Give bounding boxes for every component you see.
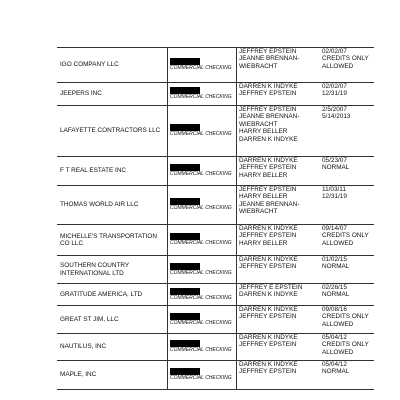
status-line: NORMAL — [322, 291, 350, 299]
redacted-account-number — [170, 164, 200, 171]
status-line: 12/31/19 — [322, 90, 347, 98]
account-holder-cell — [57, 334, 168, 361]
account-holder-name: SOUTHERN COUNTRY INTERNATIONAL LTD — [60, 262, 130, 277]
table-row — [57, 361, 374, 390]
redacted-account-number — [170, 58, 200, 65]
signer-name: DARREN K INDYKE — [239, 135, 298, 143]
account-cell — [168, 83, 237, 106]
status-cell — [319, 106, 374, 157]
account-holder-name: JEEPERS INC — [60, 90, 102, 98]
status-cell — [319, 186, 374, 225]
redacted-account-number — [170, 313, 200, 320]
signer-name: DARREN K INDYKE — [239, 256, 298, 263]
signers-cell — [237, 306, 320, 334]
table-row — [57, 225, 374, 256]
account-holder-cell — [57, 186, 168, 225]
signers-cell — [237, 157, 320, 186]
accounts-table-body — [57, 48, 374, 390]
signer-name: JEFFREY EPSTEIN — [239, 232, 297, 240]
signer-name: JEFFREY EPSTEIN — [239, 106, 297, 113]
status-line: 05/04/12 — [322, 361, 347, 368]
account-holder-name: F T REAL ESTATE INC — [60, 167, 127, 175]
status-line: ALLOWED — [322, 239, 354, 247]
status-line: NORMAL — [322, 164, 350, 172]
signer-name: JEFFREY EPSTEIN — [239, 263, 297, 271]
account-cell — [168, 284, 237, 306]
signer-name: HARRY BELLER — [239, 128, 288, 136]
status-line: NORMAL — [322, 263, 350, 271]
status-line: 09/08/16 — [322, 306, 347, 313]
account-holder-cell — [57, 284, 168, 306]
account-cell — [168, 225, 237, 256]
redacted-account-number — [170, 263, 200, 270]
signer-name: JEFFREY EPSTEIN — [239, 164, 297, 172]
account-holder-cell — [57, 225, 168, 256]
status-cell — [319, 48, 374, 83]
redacted-account-number — [170, 87, 200, 94]
status-cell — [319, 334, 374, 361]
signer-name: JEANNE BRENNAN- — [239, 55, 300, 63]
signers-cell — [237, 186, 320, 225]
signer-name: WIEBRACHT — [239, 120, 278, 128]
account-type: COMMERCIAL CHECKING — [170, 347, 232, 353]
signer-name: JEFFREY EPSTEIN — [239, 341, 297, 349]
signer-name: DARREN K INDYKE — [239, 291, 298, 299]
account-holder-name: GREAT ST JIM, LLC — [60, 315, 119, 323]
status-line: ALLOWED — [322, 320, 354, 328]
account-holder-name: GRATITUDE AMERICA, LTD — [60, 290, 143, 298]
signer-name: JEANNE BRENNAN- — [239, 200, 300, 208]
account-cell — [168, 157, 237, 186]
status-cell — [319, 284, 374, 306]
table-row — [57, 284, 374, 306]
accounts-table — [57, 47, 374, 390]
table-row — [57, 334, 374, 361]
table-row — [57, 106, 374, 157]
account-holder-name: THOMAS WORLD AIR LLC — [60, 201, 139, 209]
signer-name: DARREN K INDYKE — [239, 306, 298, 313]
signer-name: JEANNE BRENNAN- — [239, 113, 300, 121]
account-holder-cell — [57, 306, 168, 334]
table-row — [57, 157, 374, 186]
redacted-account-number — [170, 124, 200, 131]
signers-cell — [237, 48, 320, 83]
status-line: CREDITS ONLY — [322, 341, 369, 349]
signers-cell — [237, 334, 320, 361]
account-type: COMMERCIAL CHECKING — [170, 295, 232, 301]
account-type: COMMERCIAL CHECKING — [170, 240, 232, 246]
account-holder-name: MICHELLE'S TRANSPORTATION CO LLC — [60, 232, 157, 247]
status-line: 11/03/11 — [322, 186, 346, 193]
signer-name: DARREN K INDYKE — [239, 83, 298, 90]
signers-cell — [237, 256, 320, 284]
signers-cell — [237, 225, 320, 256]
redacted-account-number — [170, 198, 200, 205]
signer-name: JEFFREY EPSTEIN — [239, 186, 297, 193]
account-holder-name: NAUTILUS, INC — [60, 343, 107, 351]
signer-name: DARREN K INDYKE — [239, 361, 298, 368]
signer-name: DARREN K INDYKE — [239, 225, 298, 232]
signer-name: HARRY BELLER — [239, 193, 288, 201]
account-type: COMMERCIAL CHECKING — [170, 270, 232, 276]
account-holder-name: LAFAYETTE CONTRACTORS LLC — [60, 127, 161, 135]
account-holder-cell — [57, 48, 168, 83]
account-cell — [168, 306, 237, 334]
status-line: CREDITS ONLY — [322, 55, 369, 63]
redacted-account-number — [170, 288, 200, 295]
account-type: COMMERCIAL CHECKING — [170, 131, 232, 137]
account-type: COMMERCIAL CHECKING — [170, 320, 232, 326]
status-line: 02/02/07 — [322, 48, 347, 55]
redacted-account-number — [170, 368, 200, 375]
signer-name: WIEBRACHT — [239, 62, 278, 70]
status-line: NORMAL — [322, 368, 350, 376]
signer-name: JEFFREY EPSTEIN — [239, 368, 297, 376]
account-holder-cell — [57, 83, 168, 106]
status-line: 02/02/07 — [322, 83, 347, 90]
account-type: COMMERCIAL CHECKING — [170, 65, 232, 71]
status-line: 5/14/2013 — [322, 113, 351, 121]
table-row — [57, 83, 374, 106]
status-cell — [319, 225, 374, 256]
status-cell — [319, 306, 374, 334]
account-holder-name: IGO COMPANY LLC — [60, 61, 119, 69]
status-line: 02/26/15 — [322, 284, 347, 291]
signers-cell — [237, 284, 320, 306]
status-line: 05/04/12 — [322, 334, 347, 341]
account-holder-cell — [57, 106, 168, 157]
signer-name: HARRY BELLER — [239, 171, 288, 179]
signer-name: JEFFREY EPSTEIN — [239, 48, 297, 55]
signer-name: DARREN K INDYKE — [239, 334, 298, 341]
table-row — [57, 48, 374, 83]
redacted-account-number — [170, 233, 200, 240]
account-holder-cell — [57, 256, 168, 284]
status-line: ALLOWED — [322, 348, 354, 356]
account-type: COMMERCIAL CHECKING — [170, 94, 232, 100]
status-line: ALLOWED — [322, 62, 354, 70]
status-line: 01/02/15 — [322, 256, 347, 263]
signers-cell — [237, 361, 320, 390]
signers-cell — [237, 106, 320, 157]
account-cell — [168, 256, 237, 284]
table-row — [57, 306, 374, 334]
status-cell — [319, 83, 374, 106]
status-line: 2/5/2007 — [322, 106, 347, 113]
redacted-account-number — [170, 340, 200, 347]
account-holder-name: MAPLE, INC — [60, 371, 97, 379]
account-type: COMMERCIAL CHECKING — [170, 171, 232, 177]
signers-cell — [237, 83, 320, 106]
status-cell — [319, 361, 374, 390]
account-holder-cell — [57, 361, 168, 390]
signer-name: DARREN K INDYKE — [239, 157, 298, 164]
signer-name: JEFFREY EPSTEIN — [239, 313, 297, 321]
status-cell — [319, 256, 374, 284]
status-line: 12/31/19 — [322, 193, 347, 201]
status-line: CREDITS ONLY — [322, 313, 369, 321]
table-row — [57, 186, 374, 225]
account-type: COMMERCIAL CHECKING — [170, 205, 232, 211]
account-cell — [168, 361, 237, 390]
status-line: 09/14/07 — [322, 225, 347, 232]
account-cell — [168, 334, 237, 361]
status-line: CREDITS ONLY — [322, 232, 369, 240]
account-cell — [168, 106, 237, 157]
signer-name: WIEBRACHT — [239, 208, 278, 216]
signer-name: JEFFREY EPSTEIN — [239, 90, 297, 98]
signer-name: HARRY BELLER — [239, 239, 288, 247]
status-line: 05/23/07 — [322, 157, 347, 164]
account-holder-cell — [57, 157, 168, 186]
account-cell — [168, 48, 237, 83]
account-type: COMMERCIAL CHECKING — [170, 375, 232, 381]
status-cell — [319, 157, 374, 186]
account-cell — [168, 186, 237, 225]
signer-name: JEFFREY E EPSTEIN — [239, 284, 303, 291]
table-row — [57, 256, 374, 284]
